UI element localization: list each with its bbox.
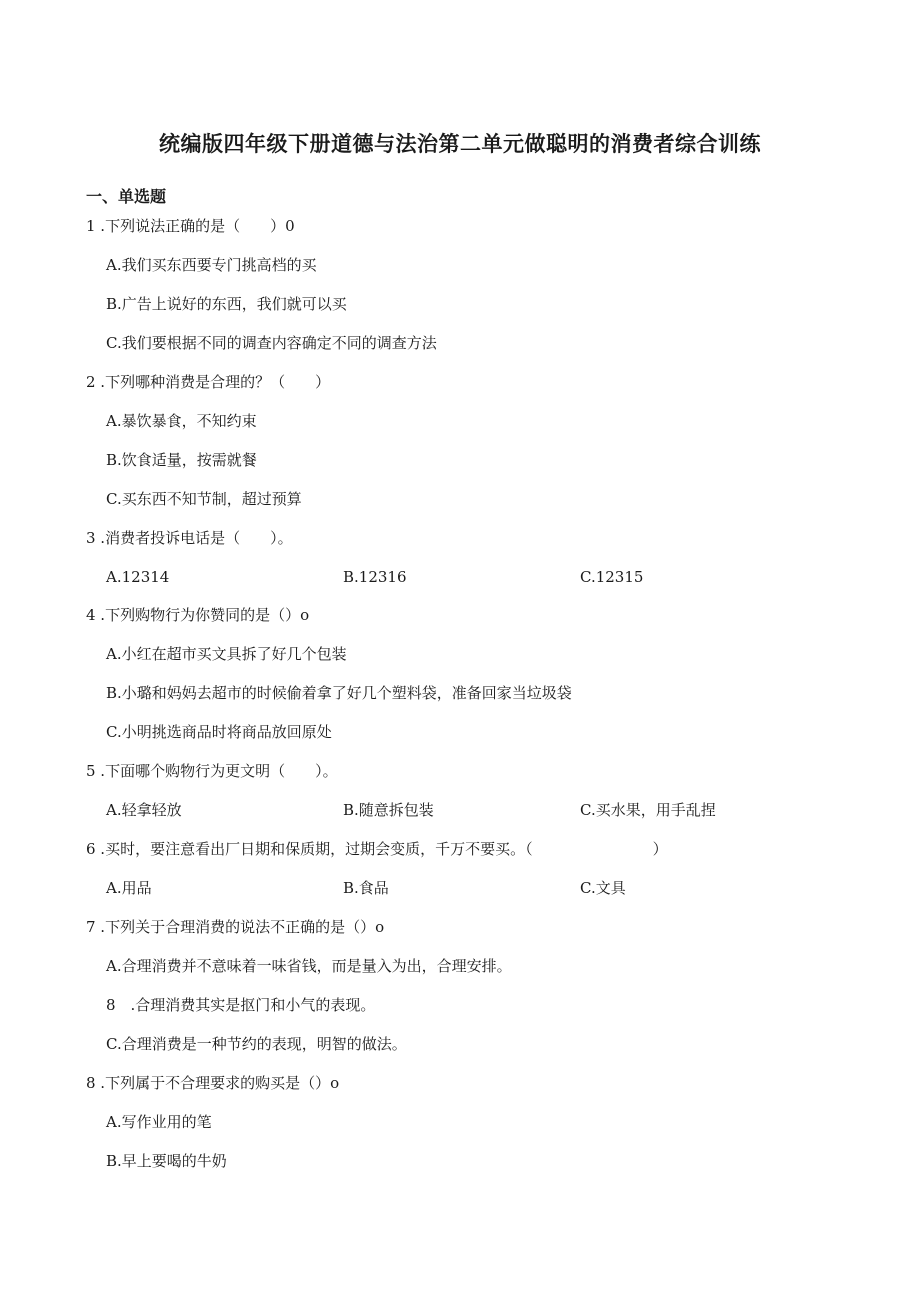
question-stem: 5 .下面哪个购物行为更文明（ ）。 bbox=[86, 762, 338, 780]
question-option: A.小红在超市买文具拆了好几个包装 bbox=[106, 645, 347, 663]
question-stem: 7 .下列关于合理消费的说法不正确的是（）o bbox=[86, 918, 385, 936]
question-option: C.合理消费是一种节约的表现，明智的做法。 bbox=[106, 1035, 407, 1053]
question-option: B.随意拆包装 bbox=[343, 801, 434, 819]
question-option: C.文具 bbox=[580, 879, 626, 897]
question-option: C.我们要根据不同的调查内容确定不同的调查方法 bbox=[106, 334, 437, 352]
question-stem: 2 .下列哪种消费是合理的？（ ） bbox=[86, 373, 331, 391]
question-option: A.合理消费并不意味着一味省钱，而是量入为出，合理安排。 bbox=[106, 957, 512, 975]
question-stem: 6 .买时，要注意看出厂日期和保质期，过期会变质，千万不要买。（ ） bbox=[86, 840, 668, 858]
question-option: B.食品 bbox=[343, 879, 389, 897]
question-stem: 1 .下列说法正确的是（ ）0 bbox=[86, 217, 295, 235]
question-option: 8 .合理消费其实是抠门和小气的表现。 bbox=[106, 996, 376, 1014]
question-option: B.12316 bbox=[343, 568, 407, 586]
question-option: C.买水果，用手乱捏 bbox=[580, 801, 716, 819]
question-option: C.小明挑选商品时将商品放回原处 bbox=[106, 723, 332, 741]
question-option: C.买东西不知节制，超过预算 bbox=[106, 490, 302, 508]
question-option: A.12314 bbox=[106, 568, 170, 586]
question-option: A.用品 bbox=[106, 879, 152, 897]
question-option: A.写作业用的笔 bbox=[106, 1113, 212, 1131]
question-option: A.我们买东西要专门挑高档的买 bbox=[106, 256, 317, 274]
document-title: 统编版四年级下册道德与法治第二单元做聪明的消费者综合训练 bbox=[159, 132, 761, 156]
question-stem: 8 .下列属于不合理要求的购买是（）o bbox=[86, 1074, 340, 1092]
question-option: A.轻拿轻放 bbox=[106, 801, 182, 819]
section-heading: 一、单选题 bbox=[86, 187, 167, 206]
question-option: B.饮食适量，按需就餐 bbox=[106, 451, 257, 469]
question-stem: 3 .消费者投诉电话是（ ）。 bbox=[86, 529, 293, 547]
question-option: B.早上要喝的牛奶 bbox=[106, 1152, 227, 1170]
question-option: B.广告上说好的东西，我们就可以买 bbox=[106, 295, 347, 313]
question-stem: 4 .下列购物行为你赞同的是（）o bbox=[86, 606, 310, 624]
question-option: C.12315 bbox=[580, 568, 644, 586]
question-option: B.小璐和妈妈去超市的时候偷着拿了好几个塑料袋，准备回家当垃圾袋 bbox=[106, 684, 572, 702]
question-option: A.暴饮暴食，不知约束 bbox=[106, 412, 257, 430]
